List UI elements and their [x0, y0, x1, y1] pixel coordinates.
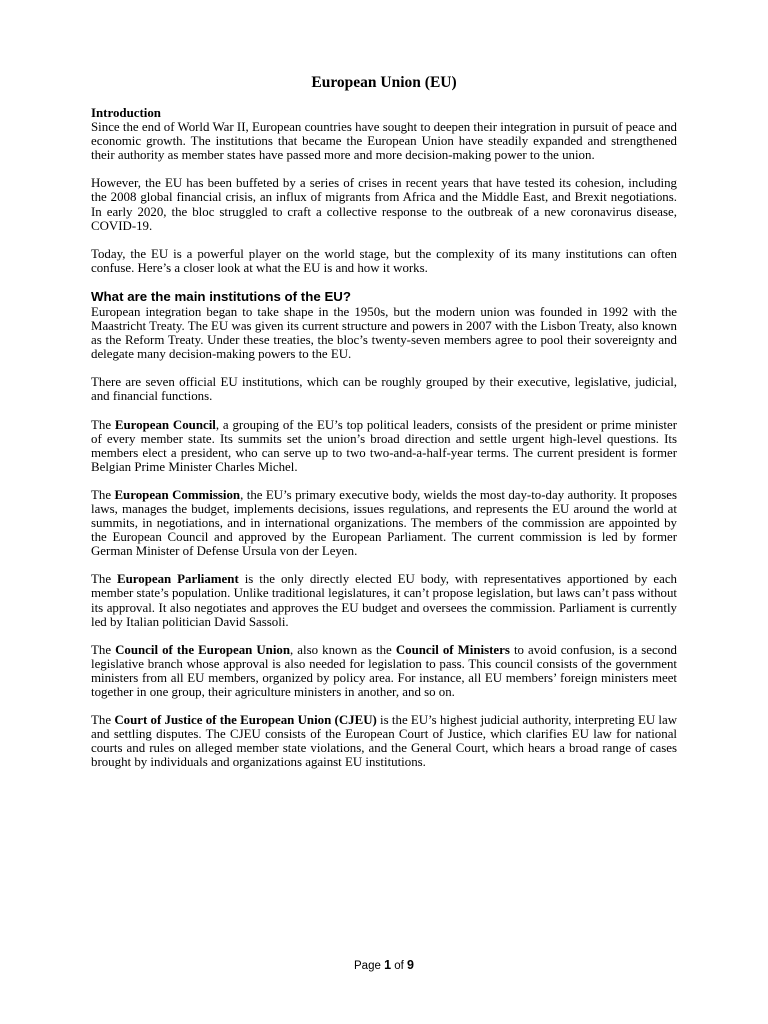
document-title: European Union (EU) [311, 74, 457, 91]
text-body: is the EU’s highest judicial authority, interpreting EU law and settling disputes. The CJEU consists of the European Court of Justice, which clarifies EU law for national courts and rules on alleged member state violations, and the General Court, which hears a broad range of cases brought by individuals and organizations against EU institutions. [91, 713, 678, 770]
text-body: , a grouping of the EU’s top political leaders, consists of the president or prime minister of every member state. Its summits set the union’s broad direction and settle urgent high-level questions. Its members elect a president, who can serve up to two two-and-a-half-year terms. The current president is former Belgian Prime Minister Charles Michel. [91, 417, 678, 474]
section-paragraph-1: European integration began to take shape in the 1950s, but the modern union was founded in 1992 with the Maastricht Treaty. The EU was given its current structure and powers in 2007 with the Lisbon Treaty, also known as the Reform Treaty. Under these treaties, the bloc’s twenty-seven members agree to pool their sovereignty and delegate many decision-making powers to the EU. [91, 304, 677, 362]
paragraph-european-commission [91, 488, 677, 558]
term-european-commission: European Commission [114, 487, 241, 502]
text-pre: The [91, 713, 115, 728]
text-pre: The [91, 487, 115, 502]
intro-paragraph-1 [91, 106, 677, 162]
term-cjeu: Court of Justice of the European Union (CJEU) [114, 713, 377, 728]
text-body: , the EU’s primary executive body, wields the most day-to-day authority. It proposes laws, manages the budget, implements decisions, issues regulations, and represents the EU around the world at summits, in negotiations, and in international organizations. The members of the commission are appointed by the European Council and approved by the European Parliament. The current commission is led by former German Minister of Defense Ursula von der Leyen. [91, 487, 677, 559]
paragraph-european-parliament [91, 572, 677, 628]
text-pre: The [91, 642, 116, 657]
page-footer [0, 958, 768, 972]
term-european-parliament: European Parliament [117, 572, 239, 587]
page-label: Page [354, 960, 385, 972]
paragraph-european-council [91, 418, 677, 474]
document-body [91, 106, 677, 783]
intro-heading: Introduction [91, 106, 161, 120]
of-label: of [391, 960, 408, 972]
term-council-of-ministers: Council of Ministers [395, 642, 510, 657]
intro-paragraph-3: Today, the EU is a powerful player on the world stage, but the complexity of its many institutions can often confuse. Here’s a closer look at what the EU is and how it works. [91, 246, 677, 275]
text-mid: , also known as the [290, 642, 396, 657]
term-council-of-eu: Council of the European Union [115, 642, 291, 657]
text-pre: The [91, 417, 115, 432]
total-pages: 9 [407, 958, 414, 972]
section-heading: What are the main institutions of the EU? [91, 288, 352, 304]
paragraph-council-of-eu [91, 643, 677, 699]
intro-text-1: Since the end of World War II, European countries have sought to deepen their integration in pursuit of peace and economic growth. The institutions that became the European Union have steadily expanded and strengthened their authority as member states have passed more and more decision-making power to the union. [91, 120, 677, 163]
text-body: to avoid confusion, is a second legislative branch whose approval is also needed for legislation to pass. This council consists of the government ministers from all EU members, organized by policy area. For instance, all EU members’ foreign ministers meet together in one group, their agriculture ministers in another, and so on. [91, 642, 678, 699]
section-paragraph-2: There are seven official EU institutions, which can be roughly grouped by their executive, legislative, judicial, and financial functions. [91, 375, 677, 404]
paragraph-cjeu [91, 713, 677, 769]
text-pre: The [91, 572, 117, 587]
page-number: 1 [384, 958, 392, 972]
intro-paragraph-2: However, the EU has been buffeted by a series of crises in recent years that have tested its cohesion, including the 2008 global financial crisis, an influx of migrants from Africa and the Middle East, and Brexit negotiations. In early 2020, the bloc struggled to craft a collective response to the outbreak of a new coronavirus disease, COVID-19. [91, 176, 677, 233]
text-body: is the only directly elected EU body, with representatives apportioned by each member state’s population. Unlike traditional legislatures, it can’t propose legislation, but laws can’t pass without its approval. It also negotiates and approves the EU budget and oversees the commission. Parliament is currently led by Italian politician David Sassoli. [91, 572, 677, 629]
term-european-council: European Council [114, 417, 216, 432]
